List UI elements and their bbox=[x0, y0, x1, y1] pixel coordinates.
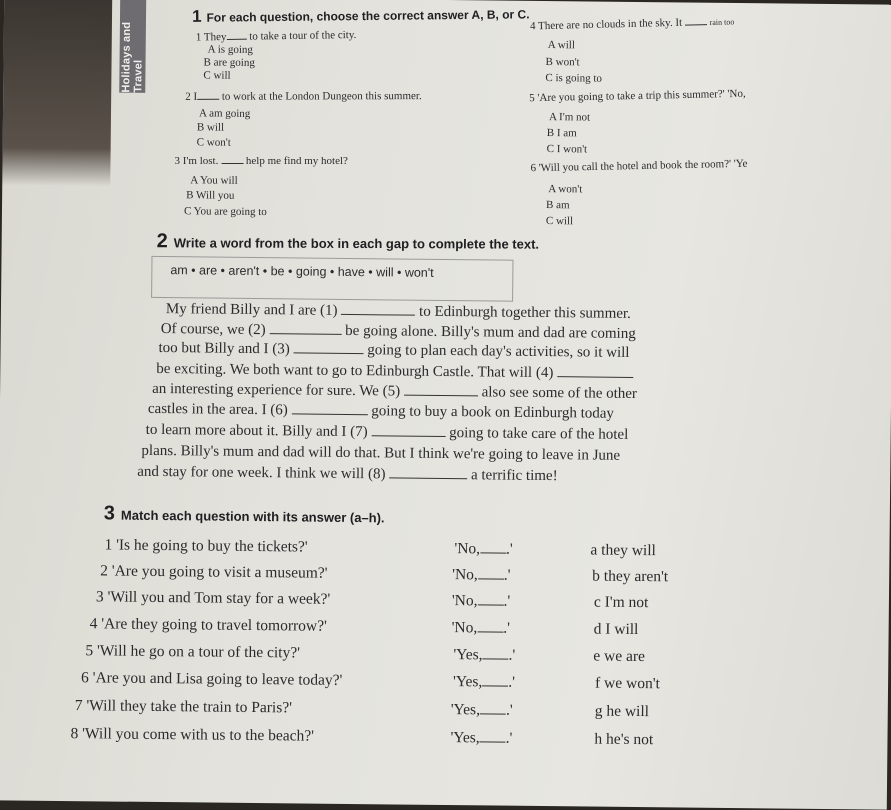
match-response-6 bbox=[453, 673, 515, 692]
ex2-line-2-start: Of course, we (2) bbox=[160, 321, 266, 339]
ex2-line-1-start: My friend Billy and I are (1) bbox=[165, 301, 338, 319]
ex1-q3-stem-end: help me find my hotel? bbox=[245, 155, 348, 168]
ex2-text-line-9 bbox=[137, 464, 558, 485]
ex2-line-6-start: castles in the area. I (6) bbox=[147, 400, 288, 419]
match-answer-blank[interactable] bbox=[480, 713, 506, 714]
word-box-words: am • are • aren't • be • going • have • will • won't bbox=[170, 263, 434, 280]
ex2-text-line-1 bbox=[166, 301, 631, 323]
match-answer-option-7: g he will bbox=[594, 702, 650, 721]
exercise-1-number: 1 bbox=[191, 6, 202, 26]
ex1-q5-option-b[interactable]: B I am bbox=[546, 127, 577, 140]
ex2-line-1-end: to Edinburgh together this summer. bbox=[418, 303, 631, 322]
match-response-4 bbox=[452, 619, 510, 638]
ex2-line-4-start: be exciting. We both want to go to Edinburgh Castle. That will (4) bbox=[156, 360, 554, 382]
ex1-q4-option-c[interactable]: C is going to bbox=[545, 72, 603, 85]
exercise-2-instruction: Write a word from the box in each gap to complete the text. bbox=[173, 235, 540, 252]
match-answer-blank[interactable] bbox=[482, 685, 508, 686]
match-answer-blank[interactable] bbox=[483, 658, 509, 659]
ex2-text-line-7 bbox=[146, 422, 629, 444]
ex1-q5-option-a[interactable]: A I'm not bbox=[548, 111, 591, 124]
match-answer-option-3: c I'm not bbox=[593, 593, 649, 612]
ex1-q6-option-b[interactable]: B am bbox=[546, 199, 570, 212]
ex1-q4-blank[interactable] bbox=[685, 24, 707, 26]
match-answer-option-1: a they will bbox=[590, 541, 656, 560]
ex1-q4-stem-start: 4 There are no clouds in the sky. It bbox=[529, 16, 683, 33]
ex1-question-1 bbox=[196, 29, 357, 44]
ex1-q4-option-b[interactable]: B won't bbox=[545, 56, 580, 69]
exercise-1-heading bbox=[192, 3, 530, 27]
match-response-7 bbox=[451, 701, 513, 720]
match-question-7: 7 'Will they take the train to Paris?' bbox=[74, 697, 293, 717]
match-answer-option-4: d I will bbox=[593, 620, 639, 639]
page-shadow-edge bbox=[2, 0, 112, 186]
ex1-q1-blank[interactable] bbox=[227, 39, 247, 40]
match-response-end: .' bbox=[503, 566, 511, 584]
exercise-2-number: 2 bbox=[156, 230, 168, 253]
match-response-start: 'No, bbox=[452, 566, 478, 584]
ex2-line-5-end: also see some of the other bbox=[481, 384, 638, 403]
match-answer-blank[interactable] bbox=[477, 631, 503, 632]
ex1-question-2 bbox=[185, 90, 422, 103]
exercise-3-heading bbox=[104, 502, 385, 528]
ex2-gap-6[interactable] bbox=[292, 413, 368, 415]
ex2-line-3-start: too but Billy and I (3) bbox=[158, 339, 290, 358]
match-response-end: .' bbox=[508, 673, 516, 691]
match-answer-blank[interactable] bbox=[480, 552, 506, 553]
ex2-gap-5[interactable] bbox=[404, 395, 478, 397]
ex1-q3-blank[interactable] bbox=[221, 163, 243, 164]
ex2-line-5-start: an interesting experience for sure. We (5) bbox=[152, 380, 401, 400]
ex1-question-6: 6 'Will you call the hotel and book the room?' 'Ye bbox=[530, 157, 748, 175]
match-question-5: 5 'Will he go on a tour of the city?' bbox=[85, 642, 301, 662]
match-response-end: .' bbox=[505, 701, 513, 719]
ex2-gap-4[interactable] bbox=[557, 376, 633, 378]
match-response-end: .' bbox=[506, 540, 513, 558]
ex1-q1-stem-end: to take a tour of the city. bbox=[249, 28, 357, 43]
match-answer-option-5: e we are bbox=[593, 647, 646, 666]
ex1-q3-option-a[interactable]: A You will bbox=[190, 174, 238, 187]
ex2-line-2-end: be going alone. Billy's mum and dad are coming bbox=[345, 322, 636, 342]
match-response-8 bbox=[450, 729, 512, 748]
match-question-1: 1 'Is he going to buy the tickets?' bbox=[104, 536, 308, 556]
match-response-3 bbox=[452, 592, 510, 611]
exercise-1-instruction: For each question, choose the correct answer A, B, or C. bbox=[206, 7, 530, 25]
ex2-gap-3[interactable] bbox=[294, 352, 364, 354]
ex1-q2-option-b[interactable]: B will bbox=[196, 121, 225, 134]
ex2-gap-2[interactable] bbox=[269, 333, 341, 335]
match-response-end: .' bbox=[503, 592, 511, 610]
ex1-q2-stem-start: 2 I bbox=[185, 90, 198, 103]
ex1-question-4 bbox=[530, 15, 735, 32]
match-question-4: 4 'Are they going to travel tomorrow?' bbox=[89, 615, 327, 635]
match-response-start: 'Yes, bbox=[452, 673, 483, 691]
side-tab-label: Holidays and Travel bbox=[119, 0, 146, 93]
exercise-3-number: 3 bbox=[103, 502, 116, 525]
ex1-q1-option-c[interactable]: C will bbox=[203, 69, 231, 82]
match-response-end: .' bbox=[505, 729, 513, 747]
exercise-2-heading bbox=[157, 230, 539, 254]
ex2-gap-1[interactable] bbox=[341, 314, 415, 316]
match-response-start: 'No, bbox=[454, 540, 481, 558]
match-response-2 bbox=[452, 566, 510, 585]
ex1-q1-option-b[interactable]: B are going bbox=[203, 56, 255, 69]
ex1-question-3 bbox=[175, 155, 348, 167]
ex2-text-line-2 bbox=[161, 321, 636, 343]
ex2-text-line-6 bbox=[148, 401, 614, 423]
match-response-start: 'No, bbox=[451, 592, 478, 610]
match-question-2: 2 'Are you going to visit a museum?' bbox=[100, 562, 328, 582]
ex1-q4-option-a[interactable]: A will bbox=[547, 39, 576, 52]
match-answer-blank[interactable] bbox=[480, 741, 506, 742]
match-answer-option-6: f we won't bbox=[594, 674, 660, 693]
match-question-8: 8 'Will you come with us to the beach?' bbox=[70, 725, 315, 745]
ex2-text-line-5 bbox=[152, 381, 637, 403]
ex2-line-7-end: going to take care of the hotel bbox=[449, 425, 629, 443]
match-response-start: 'No, bbox=[451, 619, 478, 637]
ex2-text-line-3 bbox=[158, 340, 629, 362]
ex1-q2-blank[interactable] bbox=[197, 99, 219, 100]
ex1-q5-option-c[interactable]: C I won't bbox=[546, 143, 588, 156]
ex2-line-9-start: and stay for one week. I think we will (8) bbox=[137, 463, 386, 483]
match-response-start: 'Yes, bbox=[450, 701, 481, 719]
match-response-start: 'Yes, bbox=[453, 646, 483, 664]
ex2-text-line-8: plans. Billy's mum and dad will do that. But I think we're going to leave in June bbox=[141, 442, 621, 464]
match-question-3: 3 'Will you and Tom stay for a week?' bbox=[95, 588, 331, 608]
ex1-q3-option-c[interactable]: C You are going to bbox=[183, 205, 267, 219]
ex2-gap-8[interactable] bbox=[389, 477, 467, 479]
ex1-q3-option-b[interactable]: B Will you bbox=[186, 189, 235, 202]
word-box bbox=[151, 256, 513, 302]
ex2-gap-7[interactable] bbox=[371, 435, 445, 437]
ex1-q2-stem-end: to work at the London Dungeon this summer. bbox=[221, 90, 422, 103]
ex2-line-7-start: to learn more about it. Billy and I (7) bbox=[145, 421, 368, 441]
ex2-text-line-4 bbox=[156, 361, 633, 383]
ex1-q1-option-a[interactable]: A is going bbox=[207, 43, 253, 56]
ex1-q1-stem-start: 1 They bbox=[195, 30, 227, 44]
match-response-end: .' bbox=[508, 646, 516, 664]
ex1-question-5: 5 'Are you going to take a trip this summer?' 'No, bbox=[529, 87, 746, 105]
ex1-q2-option-a[interactable]: A am going bbox=[198, 107, 251, 120]
ex2-line-3-end: going to plan each day's activities, so it will bbox=[367, 342, 630, 361]
match-response-1 bbox=[454, 540, 512, 559]
ex1-q2-option-c[interactable]: C won't bbox=[196, 136, 231, 149]
match-answer-option-8: h he's not bbox=[594, 730, 654, 749]
match-answer-option-2: b they aren't bbox=[592, 567, 669, 586]
exercise-3-instruction: Match each question with its answer (a–h). bbox=[120, 507, 385, 526]
ex2-line-9-end: a terrific time! bbox=[470, 467, 558, 485]
match-question-6: 6 'Are you and Lisa going to leave today?' bbox=[81, 669, 343, 689]
match-answer-blank[interactable] bbox=[478, 578, 504, 579]
match-response-5 bbox=[453, 646, 515, 665]
ex1-q6-option-c[interactable]: C will bbox=[545, 215, 574, 228]
ex1-q3-stem-start: 3 I'm lost. bbox=[174, 155, 219, 168]
ex2-line-6-end: going to buy a book on Edinburgh today bbox=[371, 403, 615, 422]
match-response-start: 'Yes, bbox=[450, 729, 480, 747]
match-answer-blank[interactable] bbox=[478, 604, 504, 605]
match-response-end: .' bbox=[503, 619, 511, 637]
ex1-q4-stem-end: rain too bbox=[709, 17, 735, 28]
ex1-q6-option-a[interactable]: A won't bbox=[548, 183, 583, 196]
